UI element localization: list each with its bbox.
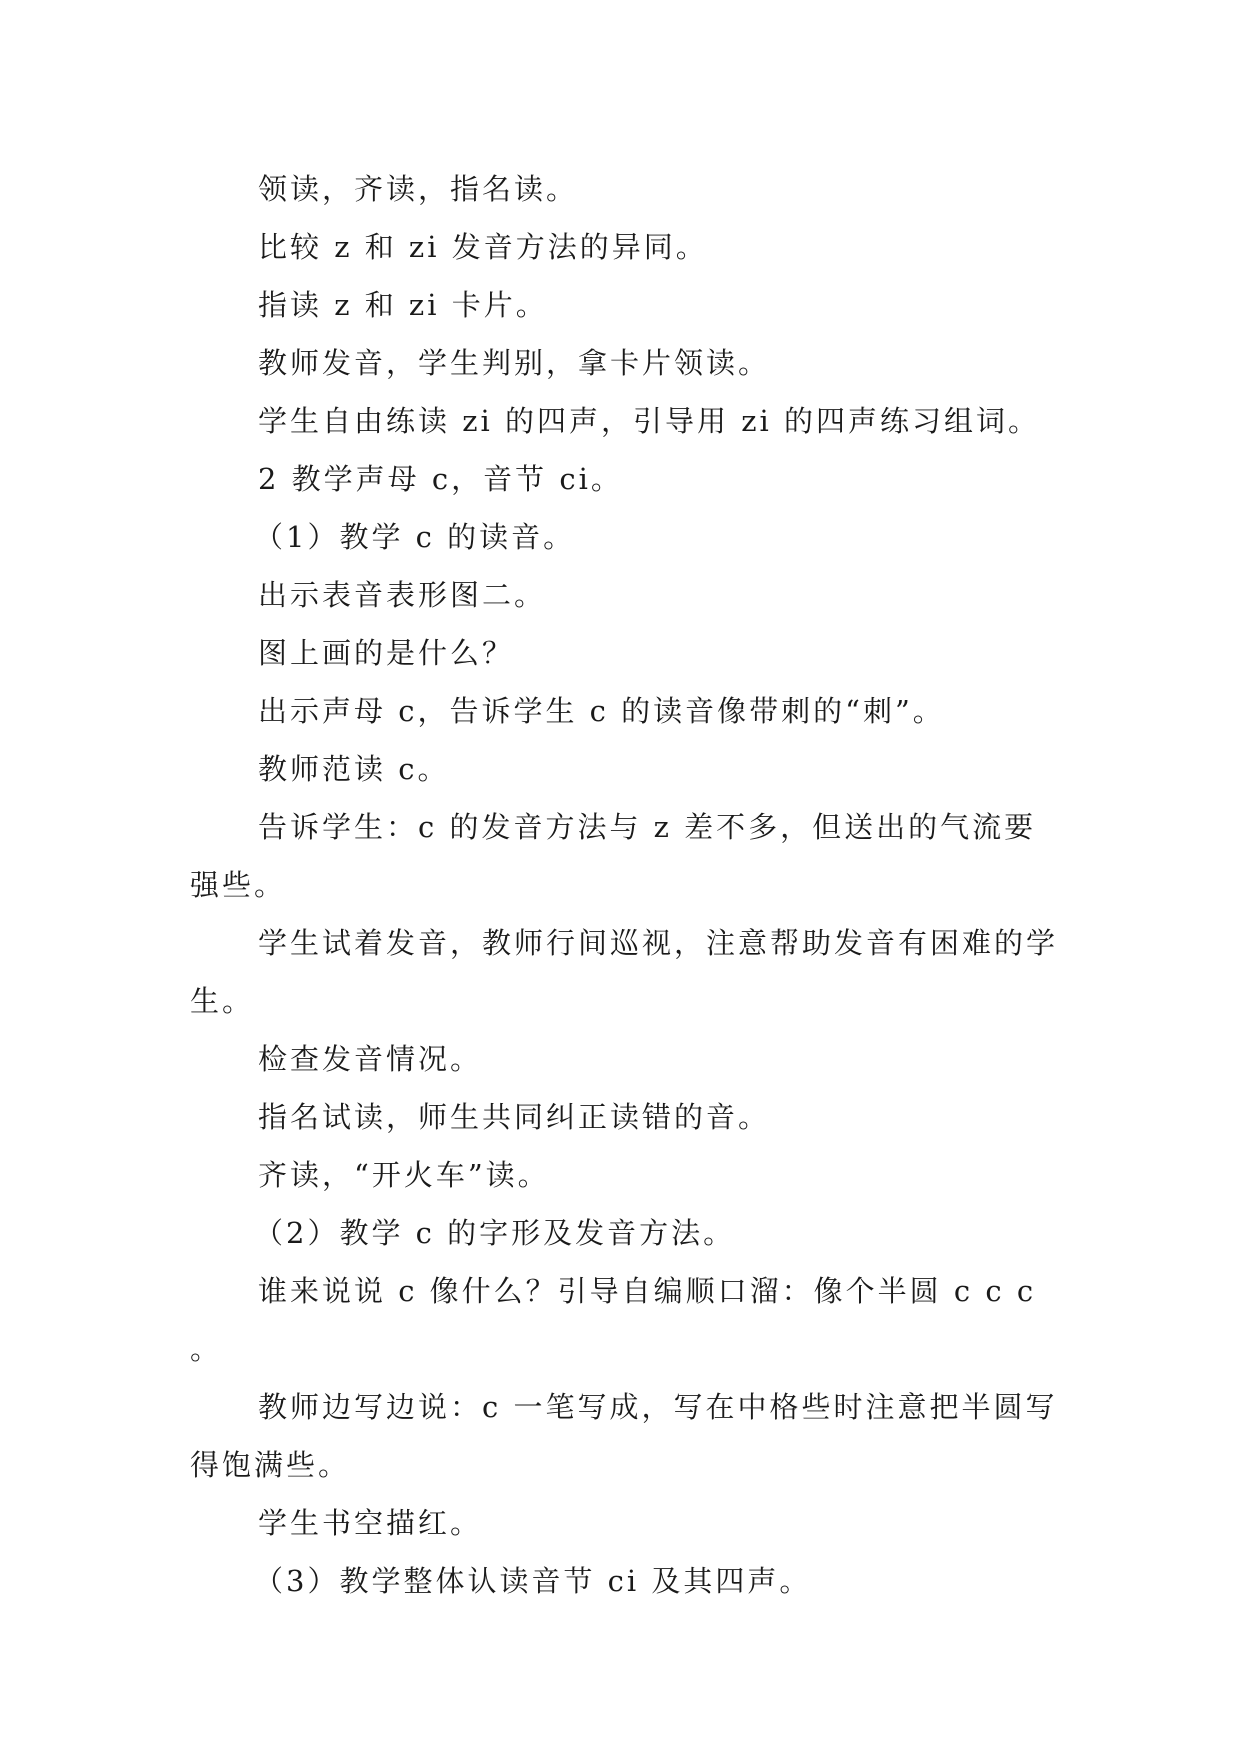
- paragraph: 教师边写边说：c 一笔写成，写在中格些时注意把半圆写得饱满些。: [190, 1390, 1058, 1482]
- paragraph: 检查发音情况。: [258, 1042, 483, 1076]
- document-body: [190, 160, 1060, 1610]
- paragraph: 教师发音，学生判别，拿卡片领读。: [258, 346, 771, 380]
- paragraph: 出示表音表形图二。: [258, 578, 547, 612]
- paragraph: 教师范读 c。: [258, 752, 450, 786]
- subheading: （3）教学整体认读音节 ci 及其四声。: [254, 1564, 812, 1598]
- paragraph: 比较 z 和 zi 发音方法的异同。: [258, 230, 708, 264]
- paragraph: 齐读，“开火车”读。: [258, 1158, 550, 1192]
- paragraph: 2 教学声母 c，音节 ci。: [258, 462, 623, 496]
- paragraph: 学生书空描红。: [258, 1506, 483, 1540]
- paragraph: 学生试着发音，教师行间巡视，注意帮助发音有困难的学生。: [190, 926, 1059, 1018]
- paragraph: 指名试读，师生共同纠正读错的音。: [258, 1100, 771, 1134]
- paragraph: 告诉学生：c 的发音方法与 z 差不多，但送出的气流要强些。: [190, 810, 1037, 902]
- subheading: （1）教学 c 的读音。: [254, 520, 576, 554]
- paragraph: 图上画的是什么？: [258, 636, 515, 670]
- paragraph: 指读 z 和 zi 卡片。: [258, 288, 548, 322]
- paragraph: 学生自由练读 zi 的四声，引导用 zi 的四声练习组词。: [258, 404, 1040, 438]
- paragraph: 出示声母 c，告诉学生 c 的读音像带刺的“刺”。: [258, 694, 945, 728]
- subheading: （2）教学 c 的字形及发音方法。: [254, 1216, 736, 1250]
- paragraph: 谁来说说 c 像什么？引导自编顺口溜：像个半圆 c c c 。: [190, 1274, 1037, 1366]
- paragraph: 领读，齐读，指名读。: [258, 172, 579, 206]
